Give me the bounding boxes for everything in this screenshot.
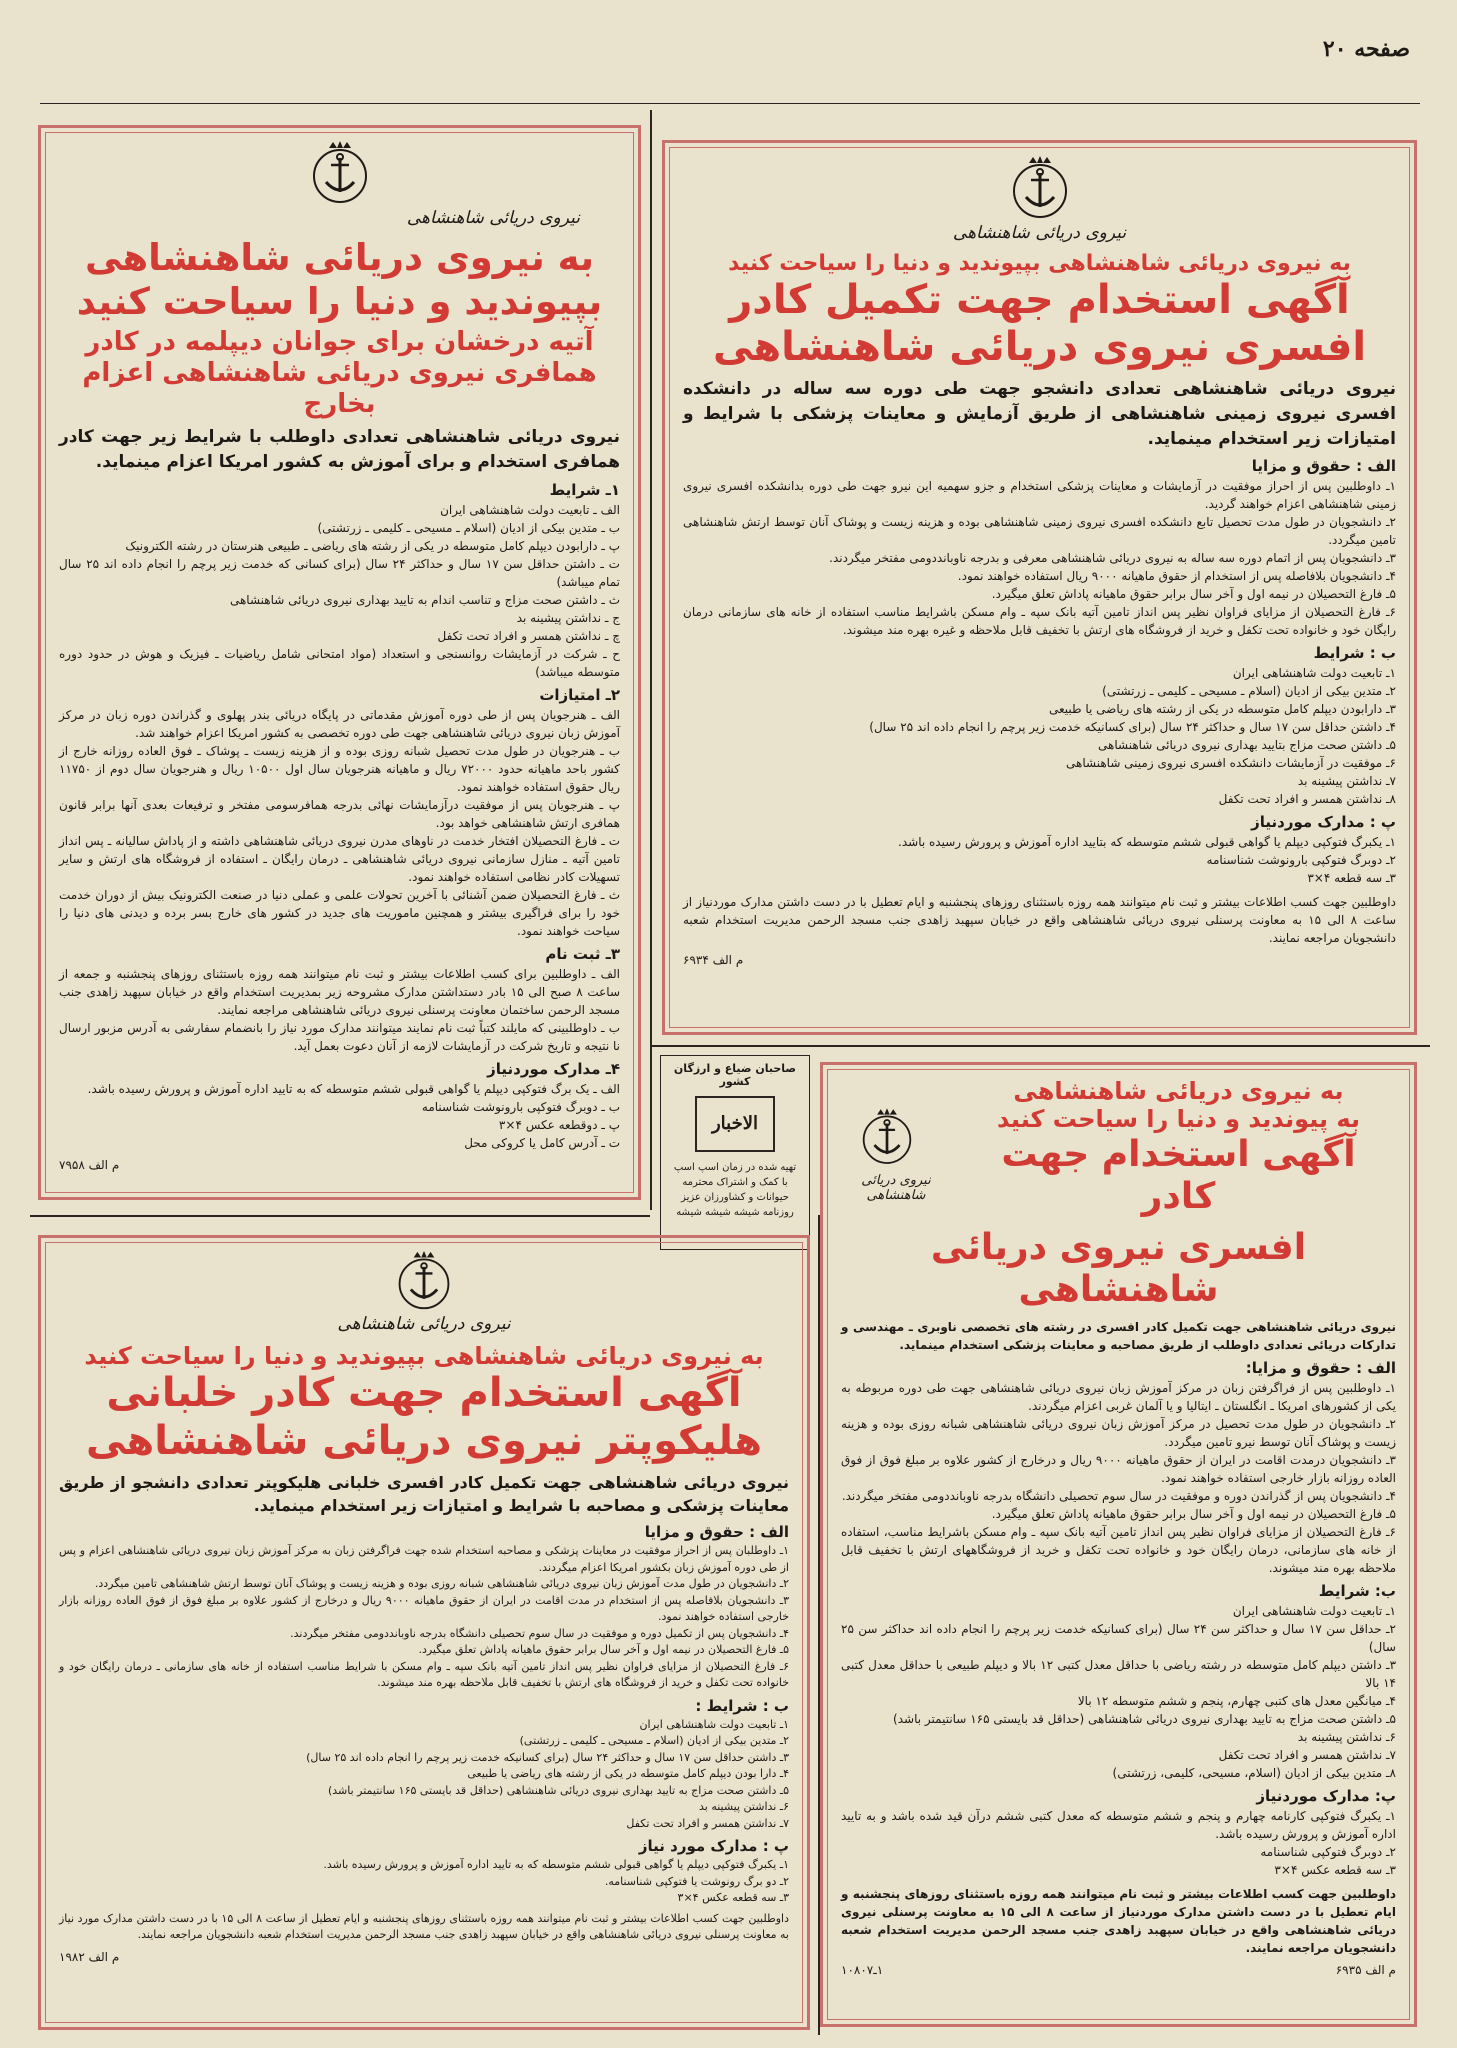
list-item: ۶ـ موفقیت در آزمایشات دانشکده افسری نیروی زمینی شاهنشاهی [1066, 756, 1396, 771]
list-item: پ ـ دوقطعه عکس ۴×۳ [498, 1117, 620, 1132]
navy-anchor-emblem-icon [1011, 155, 1069, 221]
notice-line: با کمک و اشتراک محترمه [682, 1177, 788, 1188]
ad1-title-line1: به نیروی دریائی شاهنشاهی [85, 236, 594, 279]
list-item: الف ـ داوطلبین برای کسب اطلاعات بیشتر و ثبت نام میتوانند همه روزه باستثنای روزهای پنجشنبه و جمعه از ساعت ۸ صبح الی ۱۵ بادر دستداشتن مدارک مشروحه زیر بمدیریت استخدام واقع در خیابان سپهبد زاهدی جنب مسجد الرحمن ساختمان معاونت پرسنلی نیروی دریائی شاهنشاهی مراجعه نمایند. [59, 966, 620, 1017]
list-item: ۲ـ متدین بیکی از ادیان (اسلام ـ مسیحی ـ کلیمی ـ زرتشتی) [1102, 684, 1396, 699]
row-rule-left [30, 1215, 650, 1217]
notice-line: تهیه شده در زمان اسپ اسپ [673, 1162, 797, 1173]
ad4-title-line1: آگهی استخدام جهت کادر خلبانی [106, 1370, 742, 1417]
org-name: نیروی دریائی شاهنشاهی [406, 208, 580, 228]
ad1-lead: نیروی دریائی شاهنشاهی تعدادی داوطلب با شرایط زیر جهت کادر همافری استخدام و برای آموزش به کشور امریکا اعزام مینماید. [59, 427, 620, 472]
ad2-lead: نیروی دریائی شاهنشاهی تعدادی دانشجو جهت طی دوره سه ساله در دانشکده افسری نیروی زمینی شاهنشاهی از طریق آزمایش و معاینات پزشکی با شرایط و امتیازات زیر استخدام مینماید. [683, 379, 1396, 449]
navy-anchor-emblem-icon [311, 140, 369, 206]
page-header [40, 28, 1420, 104]
newspaper-notice-box [660, 1055, 810, 1250]
ad4-title-small: به نیروی دریائی شاهنشاهی بپیوندید و دنیا را سیاحت کنید [84, 1342, 764, 1370]
list-item: ج ـ نداشتن پیشینه بد [516, 610, 620, 625]
ad1-title-line2: بپیوندید و دنیا را سیاحت کنید [76, 279, 603, 323]
ad3-section-documents: پ: مدارک موردنیاز [1256, 1786, 1396, 1805]
list-item: ۲ـ دوبرگ فتوکپی شناسنامه [1260, 1844, 1396, 1859]
list-item: ۳ـ سه قطعه عکس ۴×۳ [677, 1891, 789, 1905]
list-item: ۳ـ دانشجویان پس از اتمام دوره سه ساله به نیروی دریائی شاهنشاهی معرفی و بدرجه ناوبانددومی مفتخر میگردند. [829, 551, 1396, 566]
list-item: ۲ـ دانشجویان در طول مدت تحصیل در مرکز آموزش زبان نیروی دریائی شاهنشاهی شبانه روزی بوده و هزینه زیست و پوشاک آنان توسط نیرو تامین میگردد. [841, 1416, 1396, 1449]
ad2-reference: م الف ۶۹۳۴ [683, 953, 744, 968]
page-number: صفحه ۲۰ [1322, 36, 1410, 62]
list-item: پ ـ هنرجویان پس از موفقیت درآزمایشات نهائی بدرجه همافرسومی مفتخر و ترفیعات بعدی آنها برابر قانون همافری ارتش شاهنشاهی خواهد بود. [59, 797, 620, 830]
org-name: نیروی دریائی شاهنشاهی [861, 1173, 931, 1203]
ad3-reference-number: ۱ـ۱۰۸۰۷ [841, 1962, 884, 1977]
ad1-reference: م الف ۷۹۵۸ [59, 1157, 120, 1172]
navy-anchor-emblem-icon [861, 1107, 913, 1167]
list-item: ۶ـ فارغ التحصیلان از مزایای فراوان نظیر پس انداز تامین آتیه بانک سپه ـ وام مسکن با شرایط مناسب استفاده از خانه های سازمانی ـ درمان رایگان خود و خانواده تحت تکفل و خرید از فروشگاه های ارتش با تخفیف قابل ملاحظه بهره مند میشوند. [59, 1659, 789, 1690]
ad3-section-benefits: الف : حقوق و مزایا: [1245, 1358, 1396, 1377]
ad4-lead: نیروی دریائی شاهنشاهی جهت تکمیل کادر افسری خلبانی هلیکوپتر تعدادی دانشجو از طریق معاینات پزشکی و مصاحبه با شرایط و امتیازات زیر استخدام مینماید. [59, 1472, 789, 1515]
list-item: ۳ـ داشتن حداقل سن ۱۷ سال و حداکثر ۲۴ سال (برای کسانیکه خدمت زیر پرچم را انجام داده اند ۲۵ سال) [306, 1750, 789, 1764]
list-item: ۷ـ نداشتن همسر و افراد تحت تکفل [626, 1816, 789, 1830]
list-item: ۶ـ نداشتن پیشینه بد [698, 1800, 789, 1814]
list-item: ۴ـ دارا بودن دیپلم کامل متوسطه در یکی از رشته های ریاضی یا طبیعی [467, 1767, 789, 1781]
list-item: ۱ـ داوطلبان پس از احراز موفقیت در معاینات پزشکی و مصاحبه استخدام شده جهت فراگرفتن زبان به مرکز آموزش زبان نیروی دریائی شاهنشاهی اعزام و پس از طی دوره آموزش زبان بکشور امریکا اعزام میگردند. [59, 1544, 789, 1574]
list-item: ۴ـ داشتن حداقل سن ۱۷ سال و حداکثر ۲۴ سال (برای کسانیکه خدمت زیر پرچم را انجام داده اند ۲۵ سال) [869, 720, 1396, 735]
list-item: ت ـ فارغ التحصیلان افتخار خدمت در ناوهای مدرن نیروی دریائی شاهنشاهی داشته و از پاداش سالیانه ـ پس انداز تامین آتیه ـ منازل سازمانی نیروی دریائی شاهنشاهی ـ درمان رایگان ـ استفاده از فروشگاه های ارتش و سایر تسهیلات کادر نظامی استفاده خواهند نمود. [59, 833, 620, 884]
list-item: ت ـ آدرس کامل یا کروکی محل [464, 1135, 620, 1150]
list-item: ۲ـ دانشجویان در طول مدت آموزش زبان نیروی دریائی شاهنشاهی شبانه روزی بوده و هزینه زیست و پوشاک آنان توسط ارتش شاهنشاهی تامین میگردد. [94, 1577, 789, 1591]
notice-line: صاحبان ضیاع و ارزگان کشور [673, 1062, 797, 1088]
list-item: ۳ـ داشتن دیپلم کامل متوسطه در رشته ریاضی با حداقل معدل کتبی ۱۲ بالا و دیپلم طبیعی با حداقل معدل کتبی ۱۴ بالا [841, 1657, 1397, 1690]
list-item: الف ـ تابعیت دولت شاهنشاهی ایران [440, 502, 620, 517]
list-item: ۳ـ سه قطعه عکس ۴×۳ [1274, 1862, 1396, 1877]
list-item: ۱ـ یکبرگ فتوکپی کارنامه چهارم و پنجم و ششم متوسطه که معدل کتبی ششم درآن قید شده باشد و به تایید اداره آموزش و پرورش رسیده باشد. [841, 1808, 1396, 1841]
list-item: ۱ـ یکبرگ فتوکپی دیپلم یا گواهی قبولی ششم متوسطه که بتایید اداره آموزش و پرورش رسیده باشد. [898, 835, 1396, 850]
list-item: ب ـ داوطلبینی که مایلند کتباً ثبت نام نمایند میتوانند مدارک مورد نیاز را بانضمام سفارشی به آدرس مزبور ارسال نا نتیجه و تاریخ شرکت در آزمایشات لازمه از آنان دعوت بعمل آید. [59, 1020, 620, 1053]
ad2-title-small: به نیروی دریائی شاهنشاهی بپیوندید و دنیا را سیاحت کنید [728, 251, 1351, 276]
list-item: ۳ـ دانشجویان درمدت اقامت در ایران از حقوق ماهیانه ۹۰۰۰ ریال و درخارج از کشور علاوه بر مبلغ فوق از فوق العاده روزانه بازار خارجی استفاده خواهند نمود. [841, 1452, 1396, 1485]
list-item: ۲ـ دانشجویان در طول مدت تحصیل تابع دانشکده افسری نیروی زمینی شاهنشاهی بوده و هزینه زیست و پوشاک آنان توسط ارتش شاهنشاهی تامین میگردد. [683, 515, 1396, 548]
ad4-section-conditions: ب : شرایط : [695, 1696, 789, 1715]
ad1-section-conditions: ۱ـ شرایط [549, 480, 620, 499]
list-item: ۳ـ سه قطعه ۴×۳ [1307, 871, 1396, 886]
ad2-title-line2: افسری نیروی دریائی شاهنشاهی [712, 324, 1367, 371]
ad4-reference: م الف ۱۹۸۲ [59, 1949, 120, 1964]
ad3-title-small-line1: به نیروی دریائی شاهنشاهی [1013, 1077, 1344, 1105]
ad3-reference [841, 1963, 1396, 1977]
list-item: ح ـ شرکت در آزمایشات روانسنجی و استعداد (مواد امتحانی شامل ریاضیات ـ فیزیک و هوش در حدود دوره متوسطه میباشد) [59, 646, 620, 679]
notice-line: حیوانات و کشاورزان عزیز [681, 1192, 789, 1203]
list-item: ۲ـ دوبرگ فتوکپی بارونوشت شناسنامه [1206, 853, 1396, 868]
ad4-section-documents: پ : مدارک مورد نیاز [638, 1837, 789, 1856]
ad3-title-line1: آگهی استخدام جهت کادر [1001, 1133, 1356, 1218]
list-item: ث ـ داشتن صحت مزاج و تناسب اندام به تایید بهداری نیروی دریائی شاهنشاهی [229, 592, 620, 607]
list-item: ۲ـ متدین بیکی از ادیان (اسلام ـ مسیحی ـ کلیمی ـ زرتشتی) [519, 1734, 789, 1748]
list-item: ۴ـ دانشجویان پس از تکمیل دوره و موفقیت در سال سوم تحصیلی دانشگاه بدرجه ناوبانددومی مفتخر میگردند. [290, 1626, 789, 1640]
ad2-section-conditions: ب : شرایط [1313, 644, 1396, 663]
list-item: ۳ـ دارابودن دیپلم کامل متوسطه در یکی از رشته های ریاضی یا طبیعی [1048, 702, 1396, 717]
ad2-footer: داوطلبین جهت کسب اطلاعات بیشتر و ثبت نام میتوانند همه روزه باستثنای روزهای پنجشنبه و ایام تعطیل با در دست داشتن مدارک موردنیاز از ساعت ۸ الی ۱۵ به معاونت پرسنلی نیروی دریائی شاهنشاهی واقع در خیابان سپهبد زاهدی جنب مسجد الرحمن مدیریت استخدام شعبه دانشجویان مراجعه نمایند. [683, 895, 1397, 946]
list-item: ۶ـ نداشتن پیشینه بد [1297, 1729, 1396, 1744]
ad1-subtitle-line1: آتیه درخشان برای جوانان دیپلمه در کادر [85, 327, 594, 358]
list-item: الف ـ یک برگ فتوکپی دیپلم یا گواهی قبولی ششم متوسطه که به تایید اداره آموزش و پرورش رسیده باشد. [87, 1081, 620, 1096]
list-item: ۵ـ فارغ التحصیلان در نیمه اول و آخر سال برابر حقوق ماهیانه پاداش تعلق میگیرد. [991, 1506, 1396, 1521]
list-item: ۶ـ فارغ التحصیلان از مزایای فراوان نظیر پس انداز تامین آتیه بانک سپه ـ وام مسکن باشرایط مناسب، استفاده از خانه های سازمانی، درمان رایگان خود و خانواده تحت تکفل و خرید از فروشگاههای ارتش با تخفیف قابل ملاحظه بهره مند میشوند. [841, 1524, 1396, 1575]
list-item: ۱ـ تابعیت دولت شاهنشاهی ایران [1232, 666, 1396, 681]
ad1-subtitle-line2: همافری نیروی دریائی شاهنشاهی اعزام بخارج [82, 357, 597, 419]
list-item: ت ـ داشتن حداقل سن ۱۷ سال و حداکثر ۲۴ سال (برای کسانی که خدمت زیر پرچم را انجام داده اند ۲۵ سال تمام میباشد) [59, 556, 620, 589]
list-item: ۴ـ میانگین معدل های کتبی چهارم، پنجم و ششم متوسطه ۱۲ بالا [1077, 1693, 1396, 1708]
org-name: نیروی دریائی شاهنشاهی [337, 1314, 511, 1334]
list-item: ب ـ هنرجویان در طول مدت تحصیل شبانه روزی بوده و از هزینه زیست ـ پوشاک ـ فوق العاده روزانه خارج از کشور باحد ماهیانه حدود ۷۲۰۰۰ ریال و ماهیانه هنرجویان سال اول ۱۰۵۰۰ ریال و هنرجویان سال دوم از ۱۱۷۵۰ ریال حقوق استفاده خواهند نمود. [59, 743, 620, 794]
list-item: ۲ـ دو برگ رونوشت یا فتوکپی شناسنامه. [604, 1874, 789, 1888]
ad-helicopter-pilot [38, 1235, 810, 2030]
row-rule-right [650, 1045, 1430, 1047]
notice-line: روزنامه شیشه شیشه شیشه [676, 1207, 794, 1218]
list-item: ث ـ فارغ التحصیلان ضمن آشنائی با آخرین تحولات علمی و عملی دنیا در صنعت الکترونیک بیش از دوران خدمت خود را برای فراگیری بیشتر و همچنین ماموریت های جدید در کشور های خارج بسر برده و دیدنی های دنیا را سیاحت خواهند نمود. [59, 887, 620, 938]
ad4-footer: داوطلبین جهت کسب اطلاعات بیشتر و ثبت نام میتوانند همه روزه باستثنای روزهای پنجشنبه و ایام تعطیل از ساعت ۸ الی ۱۵ با در دست داشتن مدارک مورد نیاز به معاونت پرسنلی نیروی دریائی شاهنشاهی واقع در خیابان سپهبد زاهدی جنب مسجد الرحمن مدیریت استخدام شعبه دانشجویان مراجعه نمایند. [59, 1911, 789, 1942]
newspaper-logo: الاخبار [695, 1096, 775, 1152]
list-item: ۷ـ نداشتن همسر و افراد تحت تکفل [1218, 1747, 1396, 1762]
ad4-title-line2: هلیکوپتر نیروی دریائی شاهنشاهی [86, 1417, 762, 1464]
list-item: ۱ـ داوطلبین پس از احراز موفقیت در آزمایشات و معاینات پزشکی استخدام و جزو سهمیه این نیرو جهت طی دوره بدانشکده افسری نیروی زمینی شاهنشاهی اعزام خواهند گردید. [683, 479, 1396, 512]
list-item: ۱ـ تابعیت دولت شاهنشاهی ایران [1232, 1603, 1396, 1618]
list-item: ۵ـ داشتن صحت مزاج به تایید بهداری نیروی دریائی شاهنشاهی (حداقل قد بایستی ۱۶۵ سانتیمتر باشد) [893, 1711, 1396, 1726]
list-item: ۳ـ دانشجویان بلافاصله پس از استخدام در مدت اقامت در ایران از حقوق ماهیانه ۹۰۰۰ ریال و درخارج از کشور علاوه بر مبلغ فوق از فوق العاده روزانه بازار خارجی استفاده خواهند نمود. [59, 1593, 789, 1624]
ad1-section-registration: ۳ـ ثبت نام [545, 944, 620, 963]
list-item: ۱ـ تابعیت دولت شاهنشاهی ایران [639, 1717, 789, 1731]
list-item: ب ـ متدین بیکی از ادیان (اسلام ـ مسیحی ـ کلیمی ـ زرتشتی) [317, 520, 620, 535]
ad-officer-cadre [662, 140, 1417, 1035]
list-item: پ ـ دارابودن دیپلم کامل متوسطه در یکی از رشته های ریاضی ـ طبیعی هنرستان در رشته الکترونیک [125, 538, 620, 553]
list-item: ۵ـ فارغ التحصیلان در نیمه اول و آخر سال برابر حقوق ماهیانه پاداش تعلق میگیرد. [991, 587, 1396, 602]
ad3-reference-code: م الف ۶۹۳۵ [1335, 1962, 1396, 1977]
ad2-section-benefits: الف : حقوق و مزایا [1251, 457, 1396, 476]
ad1-section-benefits: ۲ـ امتیازات [539, 685, 620, 704]
ad2-title-line1: آگهی استخدام جهت تکمیل کادر [729, 276, 1350, 323]
list-item: ۱ـ داوطلبین پس از فراگرفتن زبان در مرکز آموزش زبان نیروی دریائی شاهنشاهی جهت طی دوره مربوطه به یکی از کشورهای امریکا ـ انگلستان ـ ایتالیا و یا آلمان غربی اعزام میگردند. [841, 1380, 1396, 1413]
list-item: ۷ـ نداشتن پیشینه بد [1297, 774, 1396, 789]
list-item: ۲ـ حداقل سن ۱۷ سال و حداکثر سن ۲۴ سال (برای کسانیکه خدمت زیر پرچم را انجام داده اند حداکثر سن ۲۵ سال) [841, 1621, 1396, 1654]
ad3-title-small-line2: به پیوندید و دنیا را سیاحت کنید [997, 1105, 1360, 1134]
ad3-lead: نیروی دریائی شاهنشاهی جهت تکمیل کادر افسری در رشته های تخصصی ناوبری ـ مهندسی و تدارکات دریائی تعدادی داوطلب از طریق مصاحبه و معاینات پزشکی استخدام مینماید. [841, 1319, 1396, 1352]
list-item: چ ـ نداشتن همسر و افراد تحت تکفل [437, 628, 620, 643]
ad-officer-technical [820, 1062, 1417, 2027]
list-item: ۵ـ داشتن صحت مزاج بتایید بهداری نیروی دریائی شاهنشاهی [1098, 738, 1396, 753]
list-item: ۵ـ داشتن صحت مزاج به تایید بهداری نیروی دریائی شاهنشاهی (حداقل قد بایستی ۱۶۵ سانتیمتر باشد) [327, 1783, 789, 1797]
org-name: نیروی دریائی شاهنشاهی [952, 223, 1127, 243]
navy-anchor-emblem-icon [396, 1250, 452, 1312]
ad2-section-documents: پ : مدارک موردنیاز [1251, 813, 1396, 832]
list-item: ۸ـ نداشتن همسر و افراد تحت تکفل [1218, 792, 1396, 807]
list-item: ۴ـ دانشجویان بلافاصله پس از استخدام از حقوق ماهیانه ۹۰۰۰ ریال استفاده خواهند نمود. [957, 569, 1396, 584]
list-item: ۶ـ فارغ التحصیلان از مزایای فراوان نظیر پس انداز تامین آتیه بانک سپه ـ وام مسکن باشرایط مناسب استفاده از خانه های سازمانی درمان رایگان خود و خانواده تحت تکفل و خرید از فروشگاه های ارتش با تخفیف قابل ملاحظه و غیره بهره مند میشوند. [683, 605, 1396, 638]
ad-homafar [38, 125, 641, 1200]
list-item: ب ـ دوبرگ فتوکپی بارونوشت شناسنامه [421, 1099, 620, 1114]
ad3-section-conditions: ب: شرایط [1318, 1581, 1396, 1600]
ad1-section-documents: ۴ـ مدارک موردنیاز [487, 1059, 620, 1078]
list-item: ۵ـ فارغ التحصیلان در نیمه اول و آخر سال برابر حقوق ماهیانه پاداش تعلق میگیرد. [418, 1643, 789, 1657]
list-item: ۱ـ یکبرگ فتوکپی دیپلم یا گواهی قبولی ششم متوسطه که به تایید اداره آموزش و پرورش رسیده باشد. [323, 1858, 789, 1872]
list-item: ۴ـ دانشجویان پس از گذراندن دوره و موفقیت در سال سوم تحصیلی دانشگاه بدرجه ناوبانددومی مفتخر میگردند. [841, 1488, 1396, 1503]
ad3-title-line2: افسری نیروی دریائی شاهنشاهی [930, 1227, 1307, 1311]
list-item: ۸ـ متدین بیکی از ادیان (اسلام، مسیحی، کلیمی، زرتشتی) [1112, 1765, 1396, 1780]
ad4-section-benefits: الف : حقوق و مزایا [644, 1523, 789, 1542]
ad3-footer: داوطلبین جهت کسب اطلاعات بیشتر و ثبت نام میتوانند همه روزه باستثنای روزهای پنجشنبه و ایام تعطیل با در دست داشتن مدارک موردنیاز از ساعت ۸ الی ۱۵ به معاونت پرسنلی نیروی دریائی شاهنشاهی واقع در خیابان سپهبد زاهدی جنب مسجد الرحمن مدیریت استخدام شعبه دانشجویان مراجعه نمایند. [841, 1886, 1396, 1955]
list-item: الف ـ هنرجویان پس از طی دوره آموزش مقدماتی در پایگاه دریائی بندر پهلوی و گذراندن دوره زبان در مرکز آموزش زبان نیروی دریائی شاهنشاهی جهت طی دوره تخصصی به کشور امریکا اعزام خواهند شد. [59, 707, 620, 740]
